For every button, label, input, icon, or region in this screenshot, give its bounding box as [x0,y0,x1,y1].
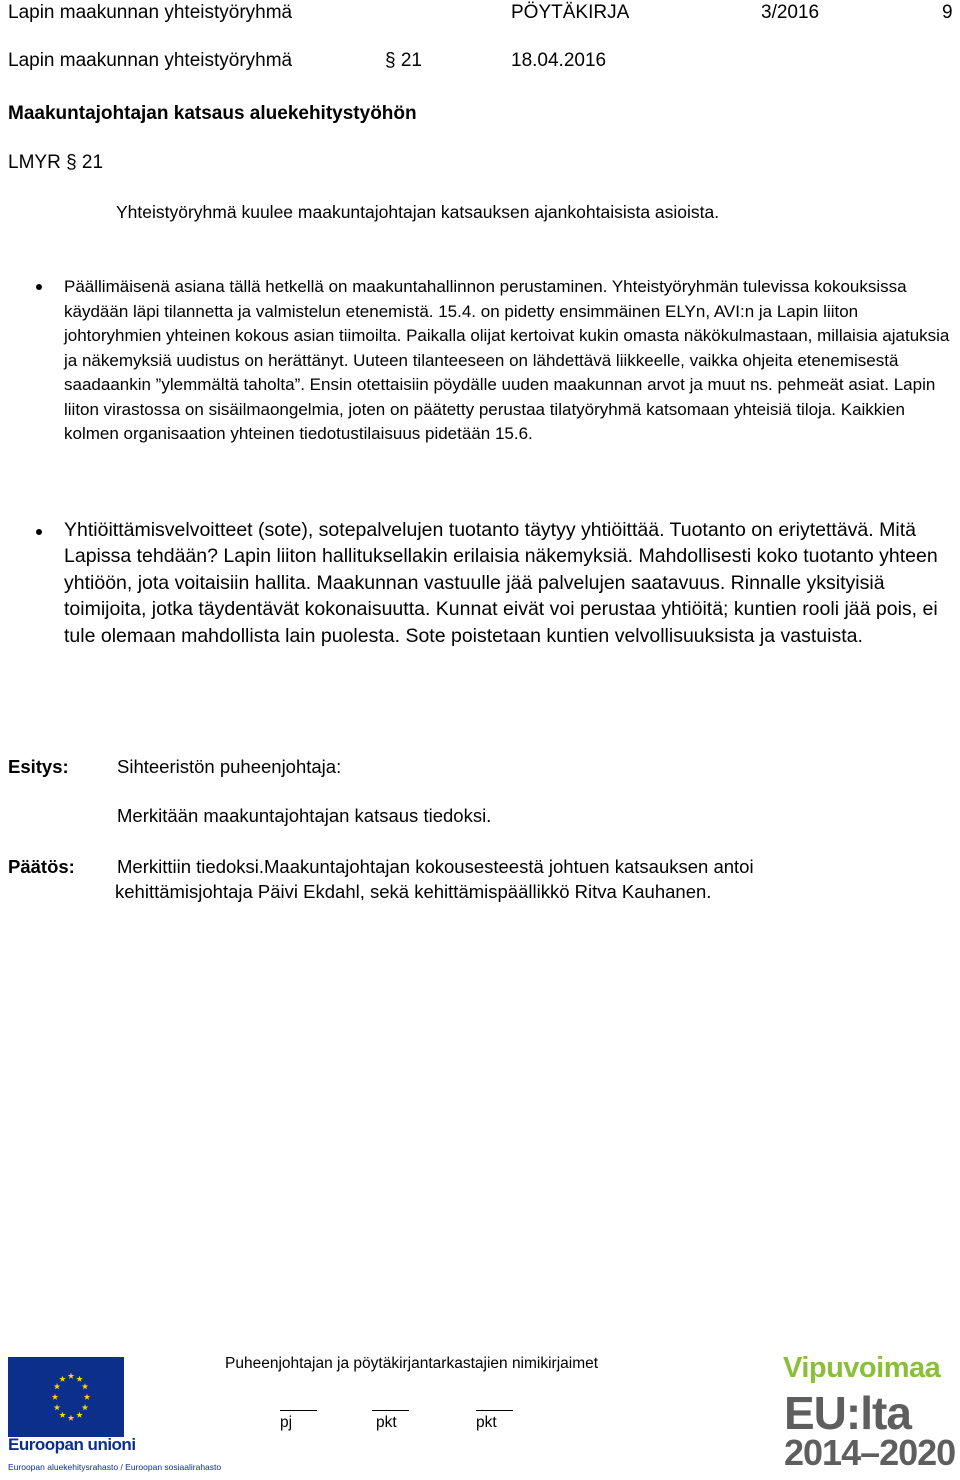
decision-line-1: Merkittiin tiedoksi.Maakuntajohtajan kokousesteestä johtuen katsauksen antoi [117,856,754,877]
eu-logo-text: Euroopan unioni [8,1435,136,1454]
eu-star-icon [68,1415,75,1422]
header-doc-number: 3/2016 [761,2,820,23]
decision-label: Päätös: [8,856,75,877]
signature-line [372,1410,409,1411]
eu-star-icon [76,1412,83,1419]
proposal-text: Merkitään maakuntajohtajan katsaus tiedoksi. [117,805,492,826]
initials-pkt-1: pkt [376,1414,397,1431]
bullet-dot-1 [36,284,42,290]
signature-line [476,1410,513,1411]
proposal-presenter: Sihteeristön puheenjohtaja: [117,756,342,777]
header-org: Lapin maakunnan yhteistyöryhmä [8,2,293,23]
eu-star-icon [54,1404,61,1411]
intro-text: Yhteistyöryhmä kuulee maakuntajohtajan katsauksen ajankohtaisista asioista. [116,202,720,222]
subheader-section: § 21 [385,50,422,71]
subheader-date: 18.04.2016 [511,50,607,71]
signatures-caption: Puheenjohtajan ja pöytäkirjantarkastajien nimikirjaimet [225,1355,599,1372]
header-doc-type: PÖYTÄKIRJA [511,2,630,23]
bullet-paragraph-2: Yhtiöittämisvelvoitteet (sote), sotepalvelujen tuotanto täytyy yhtiöittää. Tuotanto on eriytettävä. Mitä Lapissa tehdään? Lapin liiton hallituksellakin erilaisia näkemyksiä. Mahdollisesti koko tuotanto yhteen yhtiöön, jota voitaisiin hallita. Maakunnan vastuulle jää palvelujen saatavuus. Rinnalle yksityisiä toimijoita, jotka täydentävät kokonaisuutta. Kunnat eivät voi perustaa yhtiöitä; kuntien rooli jää pois, ei tule olemaan mahdollista lain puolesta. Sote poistetaan kuntien velvollisuuksista ja vastuista. [64,519,938,647]
eu-star-icon [68,1373,75,1380]
initials-pj: pj [280,1414,293,1431]
eu-logo-subtext: Euroopan aluekehitysrahasto / Euroopan sosiaalirahasto [8,1462,222,1472]
eu-star-icon [52,1394,59,1401]
eu-star-icon [54,1383,61,1390]
initials-pkt-2: pkt [476,1414,497,1431]
eu-star-icon [82,1383,89,1390]
decision-line-2: kehittämisjohtaja Päivi Ekdahl, sekä kehittämispäällikkö Ritva Kauhanen. [115,881,712,902]
eu-star-icon [84,1394,91,1401]
eu-star-icon [59,1376,66,1383]
program-logo-line-1: Vipuvoimaa [783,1352,941,1384]
eu-star-icon [82,1404,89,1411]
header-page-number: 9 [942,2,953,23]
section-reference: LMYR § 21 [8,152,104,173]
section-title: Maakuntajohtajan katsaus aluekehitystyöhön [8,103,417,124]
bullet-dot-2 [36,529,42,535]
program-logo-line-3: 2014–2020 [784,1432,956,1473]
signature-line [280,1410,317,1411]
proposal-label: Esitys: [8,756,69,777]
program-logo-line-2: EU:lta [784,1387,911,1439]
subheader-org: Lapin maakunnan yhteistyöryhmä [8,50,293,71]
eu-flag-logo [8,1357,124,1437]
bullet-paragraph-1: Päällimäisenä asiana tällä hetkellä on maakuntahallinnon perustaminen. Yhteistyöryhmän tulevissa kokouksissa käydään läpi tilannetta ja valmistelun etenemistä. 15.4. on pidetty ensimmäinen ELYn, AVI:n ja Lapin liiton johtoryhmien yhteinen kokous asian tiimoilta. Paikalla olijat kertoivat kukin omasta näkökulmastaan, millaisia ajatuksia ja näkemyksiä uudistus on herättänyt. Uuteen tilanteeseen on lähdettävä liikkeelle, vaikka ohjeita etenemisestä saadaankin ”ylemmältä taholta”. Ensin otettaisiin pöydälle uuden maakunnan arvot ja muut ns. pehmeät asiat. Lapin liiton virastossa on sisäilmaongelmia, joten on päätetty perustaa tilatyöryhmä katsomaan yhteisiä tiloja. Kaikkien kolmen organisaation yhteinen tiedotustilaisuus pidetään 15.6. [64,277,950,443]
eu-star-icon [76,1376,83,1383]
eu-star-icon [59,1412,66,1419]
